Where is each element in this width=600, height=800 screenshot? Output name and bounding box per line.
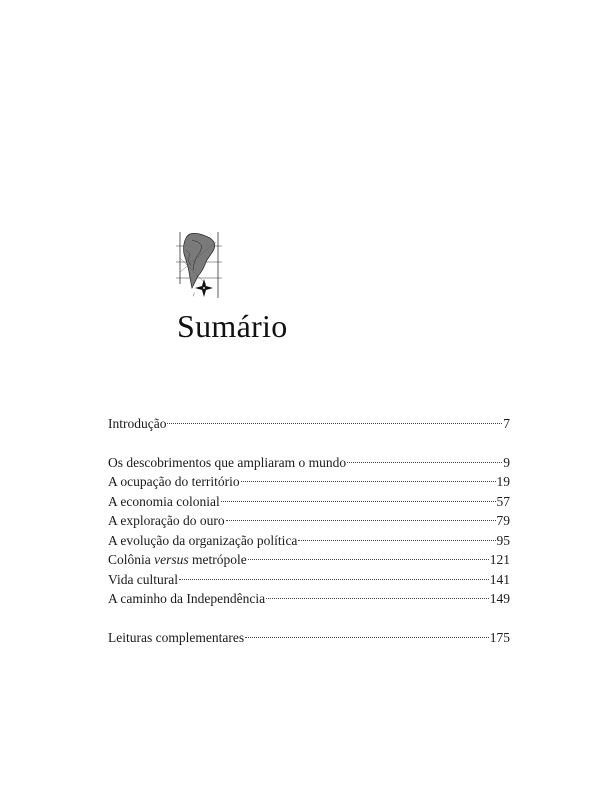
toc-entry[interactable] [108,570,510,590]
toc-page-number: 95 [496,532,510,548]
map-illustration-icon [176,232,222,298]
toc-entry-title-italic: versus [154,552,189,567]
toc-page-number: 79 [496,513,510,528]
toc-leader-dots [221,501,496,502]
toc-entry-title: Leituras complementares [108,629,245,645]
toc-page-number: 149 [489,591,510,606]
toc-entry[interactable] [108,511,510,531]
toc-page-number: 141 [489,571,510,587]
toc-page-number: 7 [503,416,510,431]
toc-entry-title: Introdução [108,416,167,431]
toc-entry-title [108,550,247,570]
toc-leader-dots [245,637,489,638]
toc-entry-title: Vida cultural [108,571,179,587]
table-of-contents [108,414,510,647]
toc-page-number: 121 [489,552,510,567]
toc-entry[interactable] [108,492,510,512]
toc-entry[interactable] [108,414,510,434]
toc-leader-dots [241,481,496,482]
toc-entry-title: A ocupação do território [108,474,240,489]
toc-entry[interactable] [108,628,510,648]
toc-entry-title: A caminho da Independência [108,591,266,606]
toc-page-number: 19 [496,474,510,489]
toc-entry-title: Os descobrimentos que ampliaram o mundo [108,454,347,470]
toc-entry[interactable] [108,531,510,551]
toc-page-number: 57 [496,493,510,509]
toc-entry-title: A economia colonial [108,493,220,509]
svg-text:/: / [193,292,195,298]
toc-entry-title-part: Colônia [108,552,155,567]
toc-leader-dots [298,540,495,541]
toc-entry[interactable] [108,589,510,609]
toc-entry-title: A evolução da organização política [108,532,298,548]
toc-leader-dots [266,598,489,599]
toc-entry-title: A exploração do ouro [108,513,225,528]
toc-leader-dots [167,423,502,424]
toc-leader-dots [179,579,489,580]
page-title: Sumário [177,308,288,344]
toc-entry[interactable] [108,550,510,570]
toc-entry[interactable] [108,453,510,473]
toc-entry-title-part: metrópole [188,552,247,567]
toc-entry[interactable] [108,472,510,492]
toc-page-number: 175 [489,629,510,645]
toc-leader-dots [347,462,502,463]
toc-leader-dots [248,559,489,560]
toc-page-number: 9 [503,454,510,470]
toc-leader-dots [226,520,496,521]
